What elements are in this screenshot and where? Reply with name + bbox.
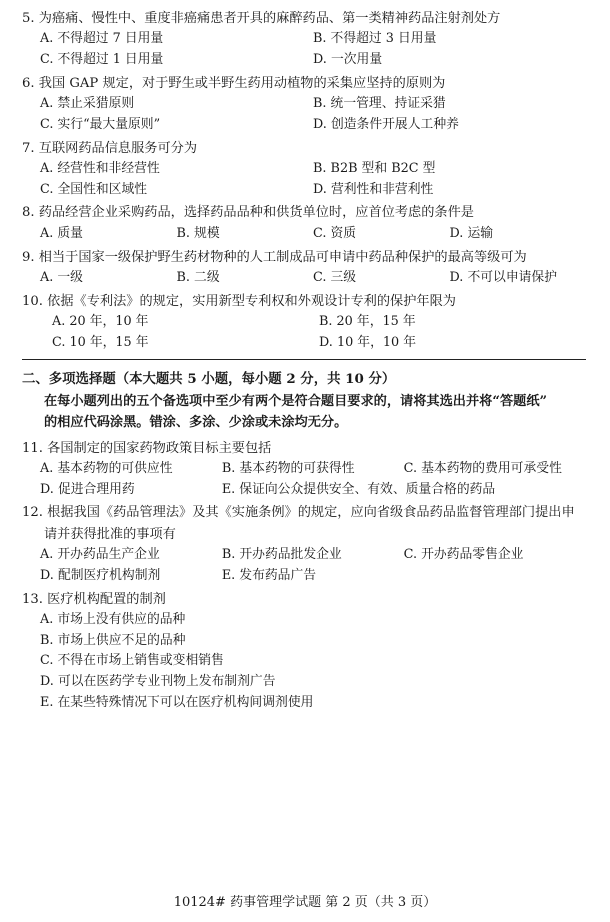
option-b: B. 规模 [176, 225, 220, 241]
section-2-instruction-line-2: 的相应代码涂黑。错涂、多涂、少涂或未涂均无分。 [44, 415, 348, 431]
question-stem-line-2: 请并获得批准的事项有 [44, 526, 176, 542]
question-9 [22, 247, 586, 289]
question-10 [22, 291, 586, 354]
question-8 [22, 202, 586, 244]
question-options [22, 610, 586, 714]
question-stem: 7. 互联网药品信息服务可分为 [22, 140, 198, 156]
option-c: C. 不得超过 1 日用量 [40, 52, 164, 68]
option-a: A. 不得超过 7 日用量 [40, 31, 164, 47]
option-d: D. 配制医疗机构制剂 [40, 567, 161, 583]
section-divider [22, 359, 586, 360]
option-a: A. 禁止采猎原则 [40, 96, 135, 112]
option-c: C. 基本药物的费用可承受性 [403, 461, 562, 476]
question-13 [22, 589, 586, 714]
option-b: B. 不得超过 3 日用量 [313, 31, 437, 47]
question-options [22, 224, 586, 245]
option-e: E. 在某些特殊情况下可以在医疗机构间调剂使用 [40, 694, 314, 710]
question-stem: 10. 依据《专利法》的规定，实用新型专利权和外观设计专利的保护年限为 [22, 293, 456, 309]
question-7 [22, 138, 586, 201]
option-d: D. 营利性和非营利性 [313, 181, 434, 197]
option-a: A. 一级 [40, 269, 83, 285]
option-a: A. 基本药物的可供应性 [40, 461, 173, 476]
option-d: D. 10 年，10 年 [319, 334, 417, 350]
option-c: C. 开办药品零售企业 [403, 547, 524, 563]
question-stem: 13. 医疗机构配置的制剂 [22, 591, 166, 607]
option-a: A. 20 年，10 年 [52, 314, 149, 329]
option-c: C. 资质 [313, 225, 357, 241]
question-options [22, 459, 586, 500]
option-a: A. 市场上没有供应的品种 [40, 612, 186, 627]
option-e: E. 保证向公众提供安全、有效、质量合格的药品 [221, 481, 496, 497]
page-footer [0, 891, 610, 910]
option-c: C. 10 年，15 年 [52, 334, 149, 350]
question-options [22, 268, 586, 289]
option-b: B. 开办药品批发企业 [221, 547, 342, 563]
option-c: C. 三级 [313, 269, 357, 285]
section-2-instruction-line-1: 在每小题列出的五个备选项中至少有两个是符合题目要求的，请将其选出并将“答题纸” [44, 393, 548, 409]
question-stem: 11. 各国制定的国家药物政策目标主要包括 [22, 440, 272, 456]
option-c: C. 实行“最大量原则” [40, 116, 161, 132]
question-11 [22, 438, 586, 501]
question-6 [22, 73, 586, 136]
option-d: D. 可以在医药学专业刊物上发布制剂广告 [40, 674, 276, 690]
option-e: E. 发布药品广告 [221, 567, 317, 583]
question-stem: 6. 我国 GAP 规定，对于野生或半野生药用动植物的采集应坚持的原则为 [22, 75, 446, 91]
option-c: C. 全国性和区域性 [40, 181, 148, 197]
question-options [22, 159, 586, 200]
question-options [22, 94, 586, 135]
option-b: B. 市场上供应不足的品种 [40, 632, 186, 648]
footer-text: 药事管理学试题 第 2 页（共 3 页） [230, 895, 437, 910]
question-options [22, 29, 586, 70]
paper-code: 10124# [173, 895, 226, 910]
question-5 [22, 8, 586, 71]
question-12 [22, 502, 586, 586]
option-a: A. 质量 [40, 225, 83, 241]
option-b: B. 20 年，15 年 [319, 314, 416, 329]
option-d: D. 一次用量 [313, 52, 383, 68]
option-b: B. 统一管理、持证采猎 [313, 96, 446, 112]
question-stem: 5. 为癌痛、慢性中、重度非癌痛患者开具的麻醉药品、第一类精神药品注射剂处方 [22, 11, 501, 26]
option-d: D. 促进合理用药 [40, 481, 135, 497]
question-stem-line-1: 12. 根据我国《药品管理法》及其《实施条例》的规定，应向省级食品药品监督管理部门提出申 [22, 505, 575, 521]
section-2-heading: 二、多项选择题（本大题共 5 小题，每小题 2 分，共 10 分） [22, 371, 396, 388]
option-b: B. B2B 型和 B2C 型 [313, 161, 436, 176]
option-b: B. 二级 [176, 269, 220, 285]
option-d: D. 不可以申请保护 [449, 269, 558, 285]
question-options [22, 545, 586, 586]
option-d: D. 运输 [449, 225, 494, 241]
option-a: A. 开办药品生产企业 [40, 547, 160, 563]
option-a: A. 经营性和非经营性 [40, 161, 160, 176]
question-options [22, 312, 586, 353]
question-stem: 8. 药品经营企业采购药品，选择药品品种和供货单位时，应首位考虑的条件是 [22, 205, 474, 221]
option-d: D. 创造条件开展人工种养 [313, 116, 459, 132]
option-c: C. 不得在市场上销售或变相销售 [40, 653, 224, 669]
option-b: B. 基本药物的可获得性 [221, 461, 355, 476]
question-stem: 9. 相当于国家一级保护野生药材物种的人工制成品可申请中药品种保护的最高等级可为 [22, 249, 527, 265]
